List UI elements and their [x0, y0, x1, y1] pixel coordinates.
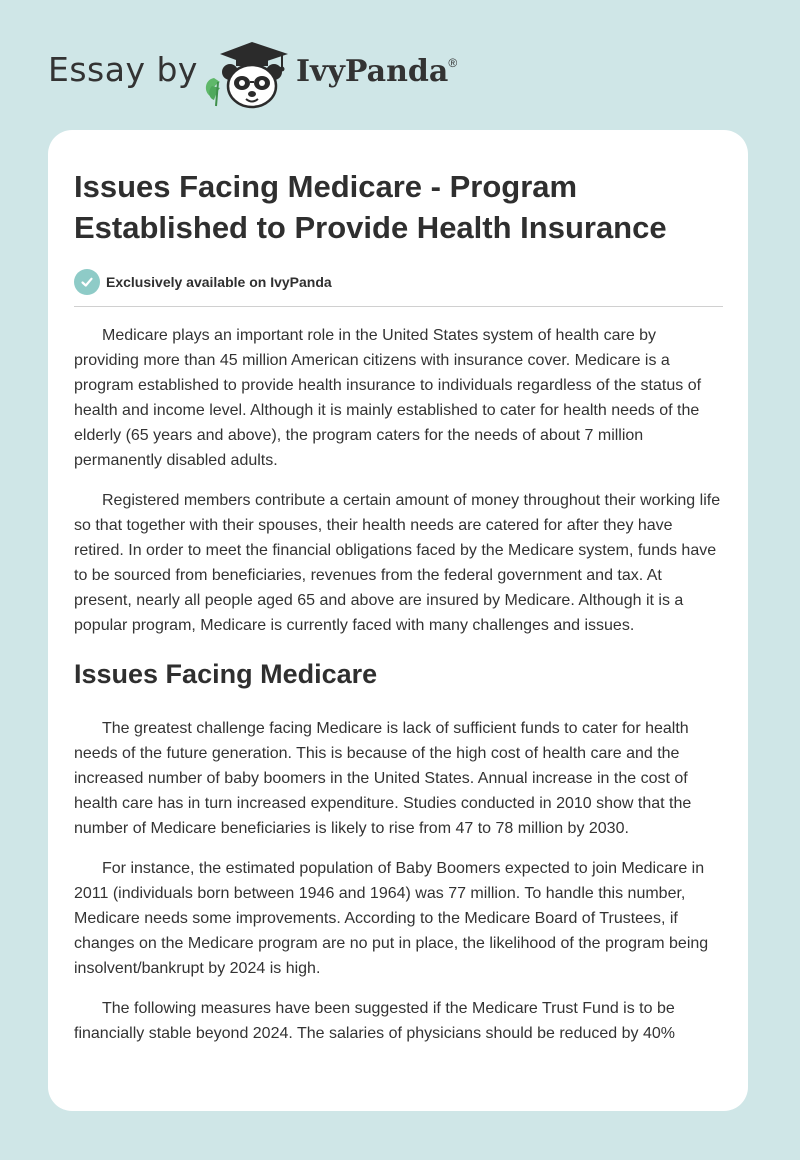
article-title: Issues Facing Medicare - Program Established to Provide Health Insurance — [74, 169, 667, 245]
registered-mark: ® — [448, 56, 458, 70]
exclusive-badge-label: Exclusively available on IvyPanda — [106, 274, 332, 290]
brand-label: IvyPanda — [296, 54, 449, 89]
panda-logo-icon[interactable] — [202, 36, 292, 110]
checkmark-icon — [74, 269, 100, 295]
title-divider — [74, 306, 723, 307]
paragraph: Registered members contribute a certain amount of money throughout their working life so that together with their spouses, their health needs are catered for after they have retired. In order to meet the financial obligations faced by the Medicare system, funds have to be sourced from beneficiaries, revenues from the federal government and tax. At present, nearly all people aged 65 and above are insured by Medicare. Although it is a popular program, Medicare is currently faced with many challenges and issues. — [74, 492, 721, 634]
site-header — [0, 0, 800, 120]
essay-by-label: Essay by — [48, 50, 198, 89]
paragraph: The following measures have been suggested if the Medicare Trust Fund is to be financially stable beyond 2024. The salaries of physicians should be reduced by 40% — [74, 1000, 675, 1042]
paragraph: Medicare plays an important role in the United States system of health care by providing more than 45 million American citizens with insurance cover. Medicare is a program established to provide health insurance to individuals regardless of the status of health and income level. Although it is mainly established to cater for health needs of the elderly (65 years and above), the program caters for the needs of about 7 million permanently disabled adults. — [74, 327, 702, 469]
section-heading: Issues Facing Medicare — [74, 659, 378, 689]
paragraph: The greatest challenge facing Medicare is lack of sufficient funds to cater for health needs of the future generation. This is because of the high cost of health care and the increased number of baby boomers in the United States. Annual increase in the cost of health care has in turn increased expenditure. Studies conducted in 2010 show that the number of Medicare beneficiaries is likely to rise from 47 to 78 million by 2030. — [74, 720, 692, 837]
paragraph: For instance, the estimated population of Baby Boomers expected to join Medicare in 2011 (individuals born between 1946 and 1964) was 77 million. To handle this number, Medicare needs some improvements. According to the Medicare Board of Trustees, if changes on the Medicare program are no put in place, the likelihood of the program being insolvent/bankrupt by 2024 is high. — [74, 860, 709, 977]
exclusive-badge — [74, 268, 722, 296]
brand-name[interactable] — [296, 54, 457, 89]
article-card — [48, 130, 748, 1111]
